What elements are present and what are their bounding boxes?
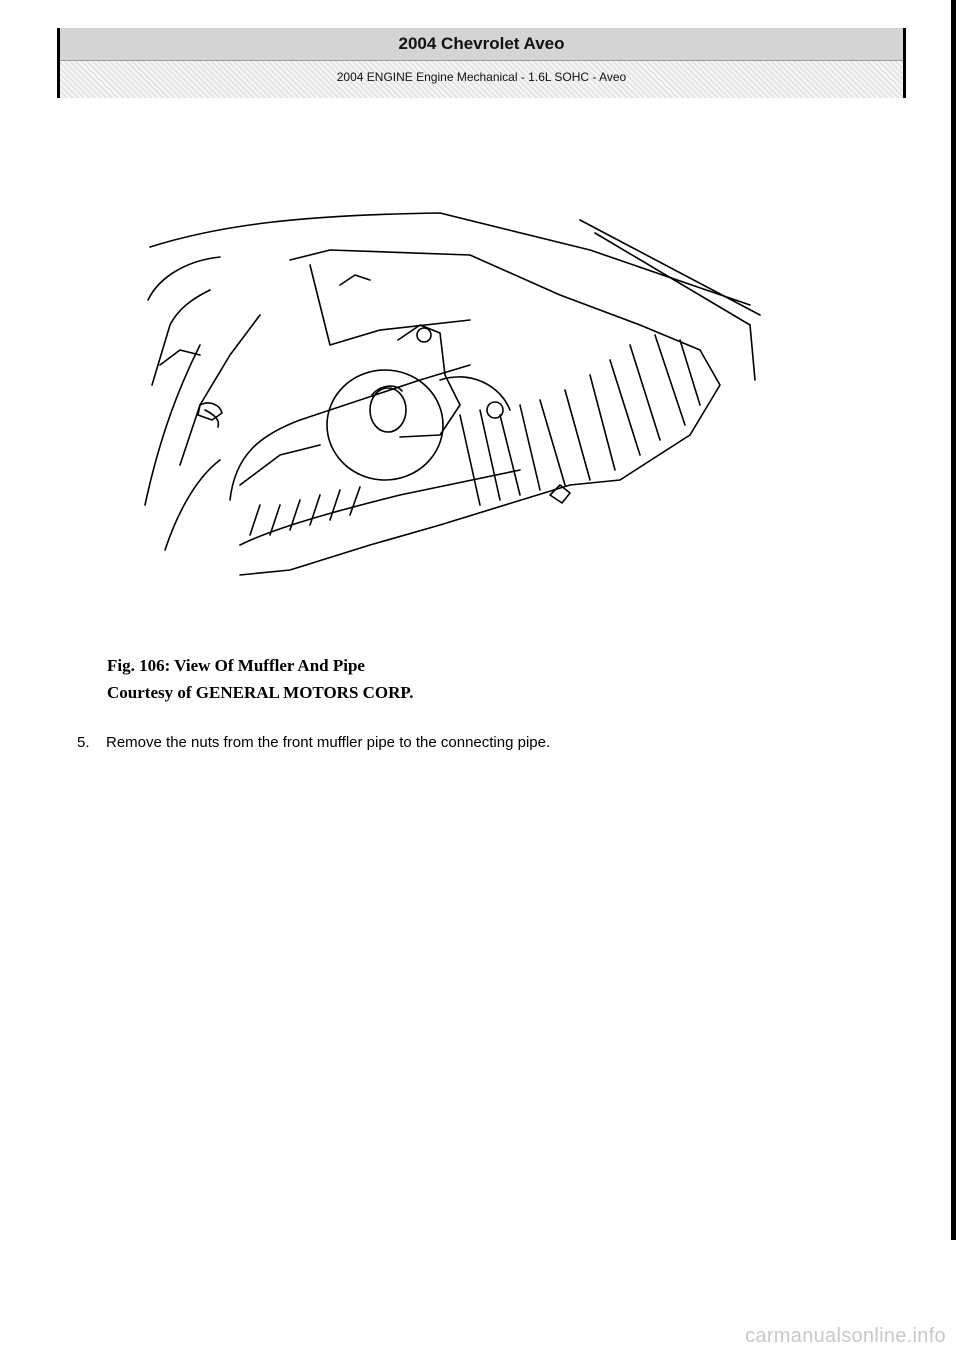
page-header xyxy=(60,28,903,98)
figure-caption-credit: Courtesy of GENERAL MOTORS CORP. xyxy=(107,683,414,702)
muffler-pipe-illustration xyxy=(140,205,770,585)
step-text: Remove the nuts from the front muffler pipe to the connecting pipe. xyxy=(106,734,551,751)
manual-subtitle: 2004 ENGINE Engine Mechanical - 1.6L SOHC - Aveo xyxy=(60,61,903,98)
page-right-border xyxy=(951,0,956,1240)
watermark: carmanualsonline.info xyxy=(745,1325,946,1347)
figure-caption xyxy=(107,652,414,706)
header-right-rule xyxy=(903,28,906,98)
figure-caption-title: Fig. 106: View Of Muffler And Pipe xyxy=(107,656,365,675)
step-item xyxy=(77,734,550,751)
manual-title: 2004 Chevrolet Aveo xyxy=(60,28,903,61)
step-number: 5. xyxy=(77,734,90,751)
